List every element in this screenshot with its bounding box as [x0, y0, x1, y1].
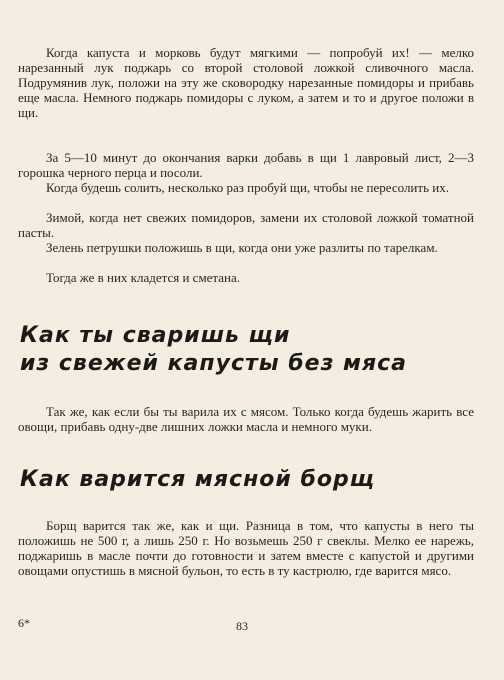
- heading-meatless-shchi-line1: Как ты сваришь щи: [20, 323, 291, 348]
- paragraph-sour-cream: Тогда же в них кладется и сметана.: [46, 270, 241, 285]
- page-number: 83: [236, 619, 248, 633]
- heading-meat-borscht: Как варится мясной борщ: [20, 467, 376, 492]
- heading-meatless-shchi-line2: из свежей капусты без мяса: [20, 351, 408, 376]
- paragraph-meatless-method: Так же, как если бы ты варила их с мясом. Только когда будешь жарить все овощи, прибавь одну-две лишних ложки масла и немного муки.: [18, 404, 474, 434]
- paragraph-salting: Когда будешь солить, несколько раз пробуй щи, чтобы не пересолить их.: [46, 180, 449, 195]
- paragraph-bay-leaf: За 5—10 минут до окончания варки добавь в щи 1 лавровый лист, 2—3 горошка черного перца и посоли.: [18, 150, 474, 180]
- paragraph-borscht-method: Борщ варится так же, как и щи. Разница в том, что капусты в него ты положишь не 500 г, а лишь 250 г. Но возьмешь 250 г свеклы. Мелко ее нарежь, поджаришь в масле почти до готовности и затем вместе с капустой и другими овощами опустишь в мясной бульон, то есть в ту кастрюлю, где варится мясо.: [18, 518, 474, 578]
- signature-mark: 6*: [18, 616, 30, 630]
- paragraph-onion-tomatoes: Когда капуста и морковь будут мягкими — попробуй их! — мелко нарезанный лук поджарь со второй столовой ложкой сливочного масла. Подрумянив лук, положи на эту же сковородку нарезанные помидоры и прибавь еще масла. Немного поджарь помидоры с луком, а затем и то и другое положи в щи.: [18, 45, 474, 120]
- paragraph-tomato-paste: Зимой, когда нет свежих помидоров, замени их столовой ложкой томатной пасты.: [18, 210, 474, 240]
- paragraph-parsley: Зелень петрушки положишь в щи, когда они уже разлиты по тарелкам.: [46, 240, 438, 255]
- heading-meatless-shchi: [20, 322, 490, 378]
